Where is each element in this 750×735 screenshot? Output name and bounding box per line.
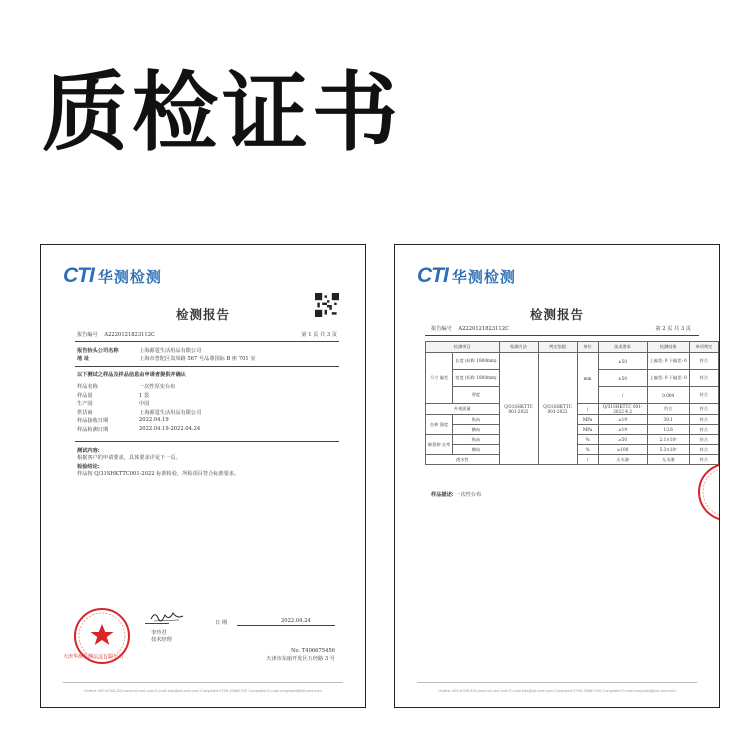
logo-cti-text: CTI [417, 264, 448, 287]
report-number [77, 331, 155, 338]
sample-field-row [77, 400, 149, 407]
table-header: 单位 [577, 342, 598, 353]
lab-address: 天津市东丽开发区五经路 3 号 [266, 656, 335, 662]
table-cell: Q/31SHKTTC 001-2022 4.2 [598, 404, 647, 415]
group-label: 拉伸 强度 [426, 415, 453, 435]
page-footer: Hotline 400-6788-333 www.cti-cert.com E-mail info@cti-cert.com Complaint 0755-33681700 Complaint E-mail complaint@cti-cert.com [84, 688, 322, 693]
table-header-row [426, 342, 719, 353]
table-header: 检测项目 [426, 342, 500, 353]
table-cell: 符合 [689, 404, 718, 415]
table-cell: 上偏差: 0 下偏差: 0 [647, 370, 689, 387]
sample-field-label: 样品量 [77, 392, 93, 399]
table-cell: 符合 [689, 455, 718, 465]
report-title: 检测报告 [175, 307, 230, 322]
table-cell: / [598, 387, 647, 404]
conclusion-value: 样品按 Q/31SHKTTC001-2022 标准检验，所检项目符合标准要求。 [77, 471, 240, 477]
footer-divider [417, 682, 697, 683]
report-title: 检测报告 [529, 307, 584, 322]
page-footer: Hotline 400-6788-333 www.cti-cert.com E-mail info@cti-cert.com Complaint 0755-33681700 Complaint E-mail complaint@cti-cert.com [438, 688, 676, 693]
signature-line [145, 623, 169, 624]
basis-cell: Q/31SHKTTC 001-2022 [538, 353, 577, 465]
signer-name: 李玲君 [151, 630, 167, 636]
table-cell: 外观质量 [426, 404, 500, 415]
sample-field-label: 供货商 [77, 409, 93, 416]
group-label: 尺寸 偏差 [426, 353, 453, 404]
sample-field-label: 样品名称 [77, 384, 98, 390]
doc-number: No. T406675456 [290, 648, 335, 654]
table-cell: 符合 [689, 445, 718, 455]
sample-field-value: 中国 [139, 401, 150, 408]
sample-field-label: 生产国 [77, 401, 93, 408]
partial-seal-stamp [691, 457, 720, 527]
table-cell: % [577, 435, 598, 445]
cti-logo [63, 265, 162, 287]
report-number-value: A2220121823112C [458, 326, 509, 332]
divider [75, 341, 339, 342]
table-cell: 符合 [689, 353, 718, 370]
sample-field-row [77, 426, 200, 433]
table-cell: 符合 [689, 370, 718, 387]
table-cell: MPa [577, 415, 598, 425]
sample-field-row [77, 383, 175, 390]
table-cell: ≥50 [598, 435, 647, 445]
table-cell: 透水性 [426, 455, 500, 465]
test-method-cell: Q/31SHKTTC 001-2022 [499, 353, 538, 465]
table-cell: 纵向 [453, 415, 499, 425]
sample-field-value: 上海源霆生活用品有限公司 [139, 409, 202, 416]
table-cell: / [577, 404, 598, 415]
sample-field-label: 样品检测日期 [77, 427, 109, 433]
banner-title: 质检证书 [42, 63, 402, 163]
table-cell: 长度 (标称 1800mm) [453, 353, 499, 370]
conclusion-label: 检验结论: [77, 464, 100, 470]
table-cell: mm [577, 353, 598, 404]
logo-cti-text: CTI [63, 264, 94, 287]
table-cell: 符合 [689, 387, 718, 404]
sample-field-label: 样品接收日期 [77, 418, 109, 425]
sample-field-value: 一次性厚实台布 [139, 384, 176, 390]
table-header: 检测方法 [499, 342, 538, 353]
table-header: 技术要求 [598, 342, 647, 353]
table-cell: ≥19 [598, 425, 647, 435]
table-cell: % [577, 445, 598, 455]
footer-divider [63, 682, 343, 683]
date-line [237, 625, 335, 626]
table-cell: 符合 [689, 415, 718, 425]
table-cell: / [577, 455, 598, 465]
report-page-2 [394, 244, 720, 708]
logo-brand-name: 华测检测 [451, 267, 516, 286]
table-cell: 39.1 [647, 415, 689, 425]
date-label: 日 期 [215, 620, 228, 626]
report-number-label: 报告编号 [77, 332, 98, 338]
divider [75, 441, 339, 442]
sample-field-value: 2022.04.19 [139, 417, 169, 424]
stamp-text: 天津华测检测认证有限公司 [63, 654, 124, 660]
table-cell: 符合 [689, 425, 718, 435]
divider [75, 366, 339, 367]
test-results-table [425, 341, 719, 465]
sample-field-value: 2022.04.19-2022.04.24 [139, 426, 201, 432]
signer-title: 技术经理 [151, 637, 172, 643]
divider [425, 335, 699, 336]
table-cell: 无水渗 [647, 455, 689, 465]
table-cell: 13.6 [647, 425, 689, 435]
report-page-1 [40, 244, 366, 708]
table-header: 判定依据 [538, 342, 577, 353]
table-cell: ≥19 [598, 415, 647, 425]
table-cell: 上偏差: 0 下偏差: 0 [647, 353, 689, 370]
address-row [77, 355, 256, 362]
address-label: 地 址 [77, 356, 90, 362]
table-cell: 5.3×10² [647, 445, 689, 455]
table-row [426, 353, 719, 370]
signature [149, 609, 185, 623]
table-cell: ≥100 [598, 445, 647, 455]
client-value: 上海源霆生活用品有限公司 [139, 348, 202, 354]
table-cell: 符合 [647, 404, 689, 415]
test-req-value: 根据客户的申请要求，具体要求详见下一页。 [77, 455, 181, 461]
logo-brand-name: 华测检测 [97, 267, 162, 286]
table-cell: 0.004 [647, 387, 689, 404]
page-indicator: 第 1 页 共 3 页 [301, 332, 337, 338]
group-label: 断裂伸 长率 [426, 435, 453, 455]
sample-desc-label: 样品描述: [431, 492, 454, 498]
report-number [431, 325, 509, 332]
table-cell: MPa [577, 425, 598, 435]
table-cell: ±50 [598, 370, 647, 387]
table-header: 单项判定 [689, 342, 718, 353]
client-row [77, 347, 201, 354]
table-cell: 2.1×10² [647, 435, 689, 445]
report-number-value: A2220121823112C [104, 332, 155, 338]
table-cell: 纵向 [453, 435, 499, 445]
table-cell: 符合 [689, 435, 718, 445]
cti-logo [417, 265, 516, 287]
table-cell: 厚度 [453, 387, 499, 404]
sample-desc-value: 一次性台布 [455, 492, 482, 498]
table-cell: 宽度 (标称 1800mm) [453, 370, 499, 387]
date-value: 2022.04.24 [281, 618, 311, 624]
table-cell: 横向 [453, 425, 499, 435]
sample-field-row [77, 417, 169, 424]
sample-description [431, 491, 481, 498]
address-value: 上海市普陀区岚皋路 567 号品尊国际 B 座 701 室 [139, 356, 256, 362]
client-label: 报告抬头公司名称 [77, 348, 119, 354]
sample-field-row [77, 392, 149, 399]
sample-field-value: 1 袋 [139, 392, 150, 399]
table-header: 检测结果 [647, 342, 689, 353]
section-note: 以下测试之样品及样品信息由申请者提供并确认 [77, 372, 186, 378]
test-req-label: 测试内容: [77, 448, 100, 454]
page-indicator: 第 2 页 共 3 页 [655, 326, 691, 332]
table-cell: 无水渗 [598, 455, 647, 465]
table-cell: 横向 [453, 445, 499, 455]
sample-field-row [77, 409, 201, 416]
report-number-label: 报告编号 [431, 326, 452, 332]
table-cell: ±50 [598, 353, 647, 370]
